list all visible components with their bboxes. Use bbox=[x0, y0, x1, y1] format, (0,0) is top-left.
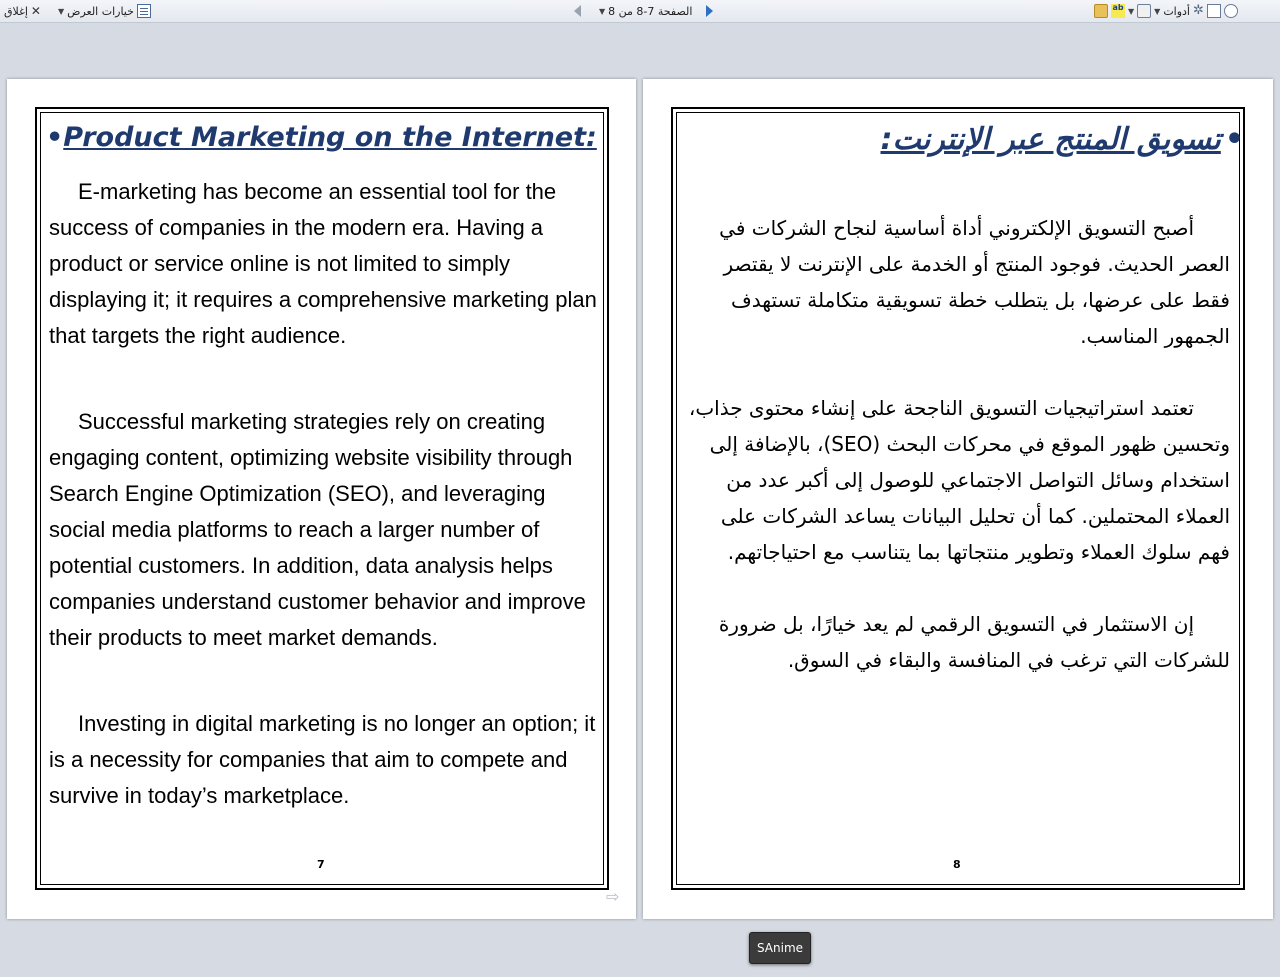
next-page-icon[interactable] bbox=[706, 5, 713, 17]
paragraph: E-marketing has become an essential tool for the success of companies in the modern era. Having a product or service online is not limited to simply displaying it; it requires a comprehensive marketing plan that targets the right audience. bbox=[49, 179, 597, 348]
chevron-down-icon[interactable]: ▼ bbox=[1154, 6, 1161, 16]
wrench-icon: ✲ bbox=[1193, 3, 1204, 18]
find-icon[interactable] bbox=[1224, 4, 1238, 18]
chevron-down-icon[interactable]: ▼ bbox=[1128, 6, 1135, 16]
tools-group bbox=[1094, 3, 1238, 19]
chevron-down-icon[interactable]: ▼ bbox=[599, 6, 606, 16]
paragraph: Investing in digital marketing is no longer an option; it is a necessity for companies that aim to compete and survive in today’s marketplace. bbox=[49, 711, 596, 808]
page-navigation bbox=[574, 3, 713, 19]
view-options-button[interactable] bbox=[58, 3, 151, 19]
heading-text: تسويق المنتج عبر الإنترنت: bbox=[880, 122, 1221, 157]
paragraph: إن الاستثمار في التسويق الرقمي لم يعد خيارًا، بل ضرورة للشركات التي ترغب في المنافسة والبقاء في السوق. bbox=[718, 612, 1230, 672]
chevron-down-icon: ▼ bbox=[58, 6, 65, 16]
research-icon[interactable] bbox=[1137, 4, 1151, 18]
bullet: • bbox=[46, 122, 64, 153]
page-number: 7 bbox=[317, 858, 325, 871]
page-7-body bbox=[49, 174, 597, 814]
page-number: 8 bbox=[953, 858, 961, 871]
page-7-title bbox=[48, 122, 608, 153]
page-8-body bbox=[686, 210, 1230, 678]
page-8-title bbox=[724, 122, 1244, 157]
paragraph: Successful marketing strategies rely on creating engaging content, optimizing website visibility through Search Engine Optimization (SEO), and leveraging social media platforms to reach a larger number of potential customers. In addition, data analysis helps companies understand customer behavior and improve their products to meet market demands. bbox=[49, 409, 586, 650]
paragraph: أصبح التسويق الإلكتروني أداة أساسية لنجاح الشركات في العصر الحديث. فوجود المنتج أو الخدمة على الإنترنت لا يقتصر فقط على عرضها، بل يتطلب خطة تسويقية متكاملة تستهدف الجمهور المناسب. bbox=[719, 216, 1230, 348]
paragraph: تعتمد استراتيجيات التسويق الناجحة على إنشاء محتوى جذاب، وتحسين ظهور الموقع في محركات البحث (SEO)، بالإضافة إلى استخدام وسائل التواصل الاجتماعي للوصول إلى أكبر عدد من العملاء المحتملين. كما أن تحليل البيانات يساعد الشركات على فهم سلوك العملاء وتطوير منتجاتها بما يتناسب مع احتياجاتهم. bbox=[688, 396, 1230, 564]
previous-page-icon[interactable] bbox=[574, 5, 581, 17]
taskbar-tooltip: SAnime bbox=[749, 932, 811, 964]
page-turn-icon[interactable]: ⇨ bbox=[606, 887, 620, 906]
folder-icon[interactable] bbox=[1094, 4, 1108, 18]
reading-toolbar bbox=[0, 0, 1280, 23]
close-icon: ✕ bbox=[30, 4, 41, 18]
page-indicator[interactable]: الصفحة 7-8 من 8 bbox=[608, 4, 693, 18]
highlight-text-icon[interactable]: ab bbox=[1111, 4, 1125, 18]
tools-menu[interactable]: أدوات bbox=[1163, 4, 1190, 18]
close-label: إغلاق bbox=[4, 4, 28, 18]
page-view-icon[interactable] bbox=[1207, 4, 1221, 18]
view-options-label: خيارات العرض bbox=[67, 4, 134, 18]
close-button[interactable] bbox=[4, 3, 41, 19]
bullet: • bbox=[1224, 122, 1244, 157]
heading-text: Product Marketing on the Internet: bbox=[63, 122, 597, 153]
view-options-icon bbox=[137, 4, 151, 18]
